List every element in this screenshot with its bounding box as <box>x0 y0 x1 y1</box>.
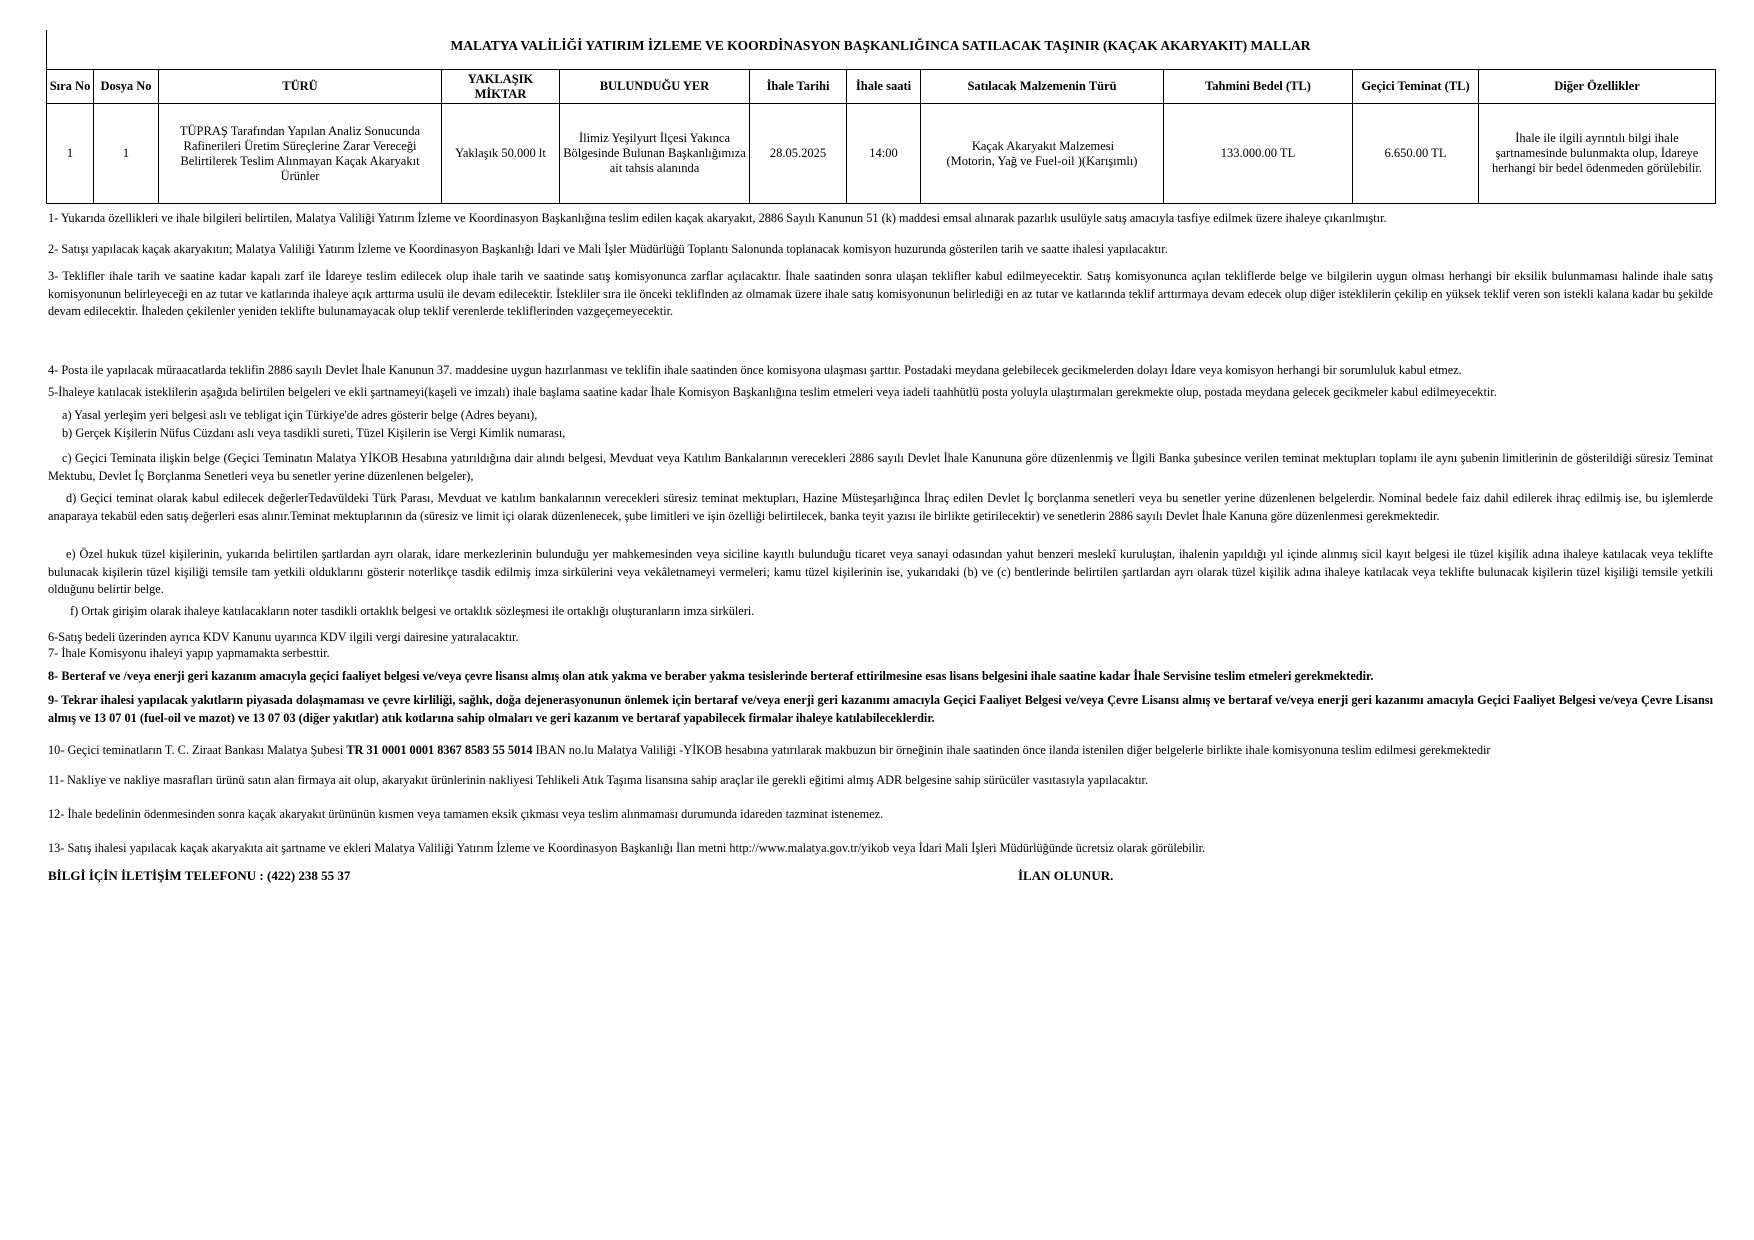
col-header: BULUNDUĞU YER <box>560 70 750 104</box>
cell-teminat: 6.650.00 TL <box>1353 104 1479 204</box>
col-header: Tahmini Bedel (TL) <box>1164 70 1353 104</box>
item-3: 3- Teklifler ihale tarih ve saatine kadar kapalı zarf ile İdareye teslim edilecek olup ihale tarih ve saatinde satış komisyonunca zarflar açılacaktır. İhale saatinden sonra ulaşan teklifler kabul edilmeyecektir. Satış komisyonunca açılan tekliflerde belge ve bilgilerin uygun olması herhangi bir eksilik bulunmaması halinde ihale satış komisyonunun belirleyeceği en az tutar ve katlarında ihaleye açık arttırma usulü ile devam edilecektir. İstekliler sıra ile önceki tekliflnden az olmamak üzere ihale satış komisyonunun belirlediği en az tutar ve katlarında teklif arttırmaya devam edecek olup diğer isteklilerin çekilip en yüksek teklif veren son istekli kalana kadar bu şekilde devam edilecektir. İhaleden çekilenler yeniden teklifte bulunamayacak olup teklif verenlerde tekliflerinden vazgeçemeyecektir. <box>48 269 1713 319</box>
cell-saat: 14:00 <box>847 104 921 204</box>
col-header: İhale saati <box>847 70 921 104</box>
item-10-pre: 10- Geçici teminatların T. C. Ziraat Bankası Malatya Şubesi <box>48 743 347 757</box>
item-1: 1- Yukarıda özellikleri ve ihale bilgileri belirtilen, Malatya Valiliği Yatırım İzleme ve Koordinasyon Başkanlığına teslim edilen kaçak akaryakıt, 2886 Sayılı Kanunun 51 (k) maddesi emsal alınarak pazarlık usulüyle satış amacıyla tasfiye edilmek üzere ihaleye çıkarılmıştır. <box>48 211 1387 225</box>
col-header: Satılacak Malzemenin Türü <box>921 70 1164 104</box>
item-12: 12- İhale bedelinin ödenmesinden sonra kaçak akaryakıt ürününün kısmen veya tamamen eksik çıkması veya teslim alınmaması durumunda idareden tazminat istenemez. <box>48 807 884 821</box>
item-4: 4- Posta ile yapılacak müraacatlarda teklifin 2886 sayılı Devlet İhale Kanunun 37. maddesine uygun hazırlanması ve teklifin ihale saatinden önce komisyona ulaşması şarttır. Postadaki meydana gelebilecek gecikmelerden dolayı İdare veya komisyon herhangi bir sorumluluk kabul etmez. <box>48 363 1462 377</box>
cell-miktar: Yaklaşık 50.000 lt <box>442 104 560 204</box>
item-8: 8- Berteraf ve /veya enerji geri kazanım amacıyla geçici faaliyet belgesi ve/veya çevre lisansı almış olan atık yakma ve beraber yakma tesislerinde berteraf ettirilmesine esas lisans belgesini ihale saatine kadar İhale Servisine teslim etmeleri gerekmektedir. <box>48 669 1374 683</box>
item-2: 2- Satışı yapılacak kaçak akaryakıtın; Malatya Valiliği Yatırım İzleme ve Koordinasyon Başkanlığı İdari ve Mali İşler Müdürlüğü Toplantı Salonunda toplanacak komisyon huzurunda gösterilen tarih ve saatte ihalesi yapılacaktır. <box>48 242 1168 256</box>
item-11: 11- Nakliye ve nakliye masrafları ürünü satın alan firmaya ait olup, akaryakıt ürünlerinin nakliyesi Tehlikeli Atık Taşıma lisansına sahip araçlar ile gerekli eğitimi almış ADR belgesine sahip sürücüler vasıtasıyla yapılacaktır. <box>48 773 1149 787</box>
col-header: YAKLAŞIK MİKTAR <box>442 70 560 104</box>
item-5b: b) Gerçek Kişilerin Nüfus Cüzdanı aslı veya tasdikli sureti, Tüzel Kişilerin ise Vergi Kimlik numarası, <box>62 426 566 440</box>
cell-diger: İhale ile ilgili ayrıntılı bilgi ihale şartnamesinde bulunmakta olup, İdareye herhangi bir bedel ödenmeden görülebilir. <box>1479 104 1716 204</box>
item-5f: f) Ortak girişim olarak ihaleye katılacakların noter tasdikli ortaklık belgesi ve ortaklık sözleşmesi ile ortaklığı oluşturanların imza sirküleri. <box>70 604 755 618</box>
col-header: İhale Tarihi <box>750 70 847 104</box>
table-row <box>47 104 1716 204</box>
item-9: 9- Tekrar ihalesi yapılacak yakıtların piyasada dolaşmaması ve çevre kirliliği, sağlık, doğa dejenerasyonunun önlemek için bertaraf ve/veya enerji geri kazanımı amacıyla Geçici Faaliyet Belgesi ve/veya Çevre Lisansı almış ve bertaraf ve/veya enerji geri kazanımı amacıyla Geçici Faaliyet Belgesi ve/veya Çevre Lisansı almış ve 13 07 01 (fuel-oil ve mazot) ve 13 07 03 (diğer yakıtlar) atık kotlarına sahip olmaları ve geri kazanım ve bertaraf yapabilecek firmalar ihaleye katılabileceklerdir. <box>48 693 1713 725</box>
iban-number: TR 31 0001 0001 8367 8583 55 5014 <box>346 743 533 757</box>
col-header: Dosya No <box>94 70 159 104</box>
cell-dosya-no: 1 <box>94 104 159 204</box>
col-header: Sıra No <box>47 70 94 104</box>
item-6: 6-Satış bedeli üzerinden ayrıca KDV Kanunu uyarınca KDV ilgili vergi dairesine yatıralacaktır. <box>48 630 519 644</box>
col-header: TÜRÜ <box>159 70 442 104</box>
col-header: Geçici Teminat (TL) <box>1353 70 1479 104</box>
cell-yer: İlimiz Yeşilyurt İlçesi Yakınca Bölgesinde Bulunan Başkanlığımıza ait tahsis alanında <box>560 104 750 204</box>
cell-sira-no: 1 <box>47 104 94 204</box>
item-7: 7- İhale Komisyonu ihaleyi yapıp yapmamakta serbesttir. <box>48 646 330 660</box>
contact-phone: BİLGİ İÇİN İLETİŞİM TELEFONU : (422) 238 55 37 <box>48 868 351 883</box>
auction-table <box>46 69 1716 204</box>
item-5d: d) Geçici teminat olarak kabul edilecek değerlerTedavüldeki Türk Parası, Mevduat ve katılım bankalarının verecekleri süresiz teminat mektupları, Hazine Müsteşarlığınca İhraç edilen Devlet İç borçlanma senetleri veya bu senetler yerine düzenlenen belgelerdir. Nominal bedele faiz dahil edilerek ihraç edilmiş ise, bu işlemlerde anaparaya tekabül eden satış değerleri esas alınır.Teminat mektuplarının da (süresiz ve limit içi olarak düzenlenecek, şube limitleri ve işin özelliği belirtilecek, banka teyit yazısı ile birlikte getirilecektir) ve senetlerin 2886 sayılı Devlet İhale Kanuna göre düzenlenmesi gerekmektedir. <box>48 491 1713 523</box>
item-13: 13- Satış ihalesi yapılacak kaçak akaryakıta ait şartname ve ekleri Malatya Valiliği Yatırım İzleme ve Koordinasyon Başkanlığı İlan metni http://www.malatya.gov.tr/yikob veya İdari Mali İşleri Müdürlüğünde ücretsiz olarak görülebilir. <box>48 841 1206 855</box>
cell-tarih: 28.05.2025 <box>750 104 847 204</box>
cell-turu: TÜPRAŞ Tarafından Yapılan Analiz Sonucunda Rafinerileri Üretim Süreçlerine Zarar Vereceği Belirtilerek Teslim Alınmayan Kaçak Akaryakıt Ürünler <box>159 104 442 204</box>
item-10-post: IBAN no.lu Malatya Valiliği -YİKOB hesabına yatırılarak makbuzun bir örneğinin ihale saatinden önce ilanda istenilen diğer belgelerle birlikte ihale komisyonuna teslim edilmesi gerekmektedir <box>532 743 1491 757</box>
item-5c: c) Geçici Teminata ilişkin belge (Geçici Teminatın Malatya YİKOB Hesabına yatırıldığına dair alındı belgesi, Mevduat veya Katılım Bankalarının verecekleri 2886 sayılı Devlet İhale Kanununa göre düzenlenmiş ve İlgili Banka şubesince verilen teminat mektupları toplamı ile aynı şubenin limitlerinin de gösterildiği süresiz Teminat Mektubu, Devlet İç Borçlanma Senetleri veya bu senetler yerine düzenlenen belgeler), <box>48 451 1713 483</box>
ilan-olunur: İLAN OLUNUR. <box>1018 868 1114 883</box>
item-5a: a) Yasal yerleşim yeri belgesi aslı ve tebligat için Türkiye'de adres gösterir belge (Adres beyanı), <box>62 408 538 422</box>
page-title: MALATYA VALİLİĞİ YATIRIM İZLEME VE KOORDİNASYON BAŞKANLIĞINCA SATILACAK TAŞINIR (KAÇAK AKARYAKIT) MALLAR <box>450 38 1311 53</box>
cell-bedel: 133.000.00 TL <box>1164 104 1353 204</box>
malzeme-line: (Motorin, Yağ ve Fuel-oil )(Karışımlı) <box>946 153 1138 168</box>
item-5e: e) Özel hukuk tüzel kişilerinin, yukarıda belirtilen şartlardan ayrı olarak, idare merkezlerinin bulunduğu yer mahkemesinden veya siciline kayıtlı bulunduğu ticaret veya sanayi odasından yahut benzeri meslekî kuruluştan, ihalenin yapıldığı yıl içinde alınmış sicil kayıt belgesi ile tüzel kişilik adına ihaleye katılacak veya teklifte bulunacak kişilerin tüzel kişiliği temsile tam yetkili olduklarını gösterir noterlikçe tasdik edilmiş imza sirkülerini veya vekâletnameyi vermeleri; kamu tüzel kişilerinin ise, yukarıdaki (b) ve (c) bentlerinde belirtilen şartlardan ayrı olarak tüzel kişilik adına ihaleye katılacak veya teklifte bulunacak kişilerin tüzel kişiliği temsile yetkili olduğunu belirtir belge. <box>48 547 1713 597</box>
table-header-row <box>47 70 1716 104</box>
malzeme-line: Kaçak Akaryakıt Malzemesi <box>971 138 1115 153</box>
item-10 <box>48 742 1713 760</box>
cell-malzeme <box>921 104 1164 204</box>
col-header: Diğer Özellikler <box>1479 70 1716 104</box>
item-5: 5-İhaleye katılacak isteklilerin aşağıda belirtilen belgeleri ve ekli şartnameyi(kaşeli ve imzalı) ihale başlama saatine kadar İhale Komisyon Başkanlığına teslim etmeleri veya iadeli taahhütlü posta yoluyla ulaştırmaları gerekmekte olup, postada meydana gelecek gecikmeler kabul edilmeyecektir. <box>48 385 1497 399</box>
